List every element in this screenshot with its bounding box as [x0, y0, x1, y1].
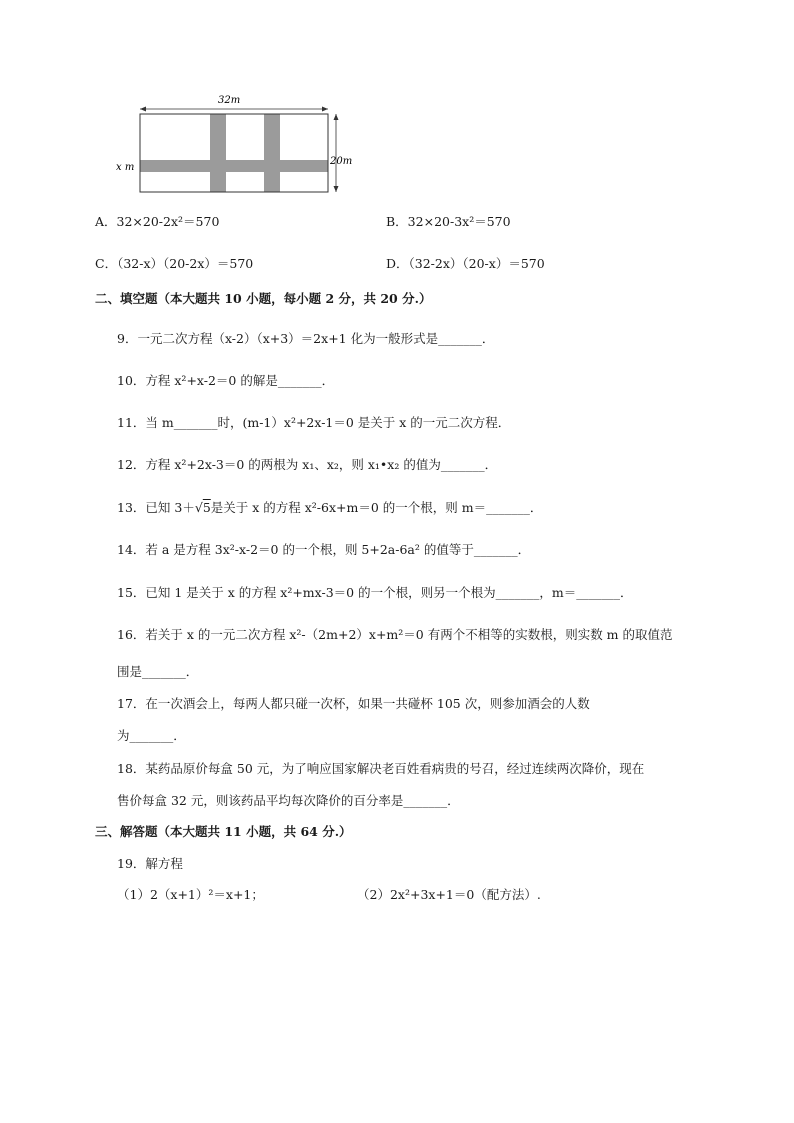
- question-9: 9．一元二次方程（x-2）（x+3）＝2x+1 化为一般形式是_______．: [117, 331, 495, 346]
- sqrt-symbol: √: [194, 500, 203, 515]
- question-19-part2: （2）2x²+3x+1＝0（配方法）.: [357, 887, 541, 902]
- question-10: 10．方程 x²+x-2＝0 的解是_______．: [117, 373, 335, 388]
- section2-heading: 二、填空题（本大题共 10 小题，每小题 2 分，共 20 分.）: [95, 291, 432, 306]
- sqrt-radicand: 5: [202, 500, 211, 515]
- option-a[interactable]: A．32×20-2x²＝570: [95, 214, 220, 229]
- option-b[interactable]: B．32×20-3x²＝570: [386, 214, 511, 229]
- question-11: 11．当 m_______时，(m-1）x²+2x-1＝0 是关于 x 的一元二次方程．: [117, 415, 511, 430]
- question-14: 14．若 a 是方程 3x²-x-2＝0 的一个根，则 5+2a-6a² 的值等于_______．: [117, 542, 531, 557]
- question-18-line1: 18．某药品原价每盒 50 元，为了响应国家解决老百姓看病贵的号召，经过连续两次降价，现在: [117, 761, 645, 776]
- question-13: [117, 499, 542, 517]
- question-15: 15．已知 1 是关于 x 的方程 x²+mx-3＝0 的一个根，则另一个根为_______，m＝_______．: [117, 585, 633, 600]
- question-13-suffix: 是关于 x 的方程 x²-6x+m＝0 的一个根，则 m＝_______．: [210, 500, 543, 515]
- option-c[interactable]: C．（32-x）（20-2x）＝570: [95, 256, 254, 271]
- road-width-label: x m: [116, 162, 135, 173]
- question-13-prefix: 13．已知 3＋: [117, 500, 195, 515]
- rectangle-road-figure: [112, 92, 362, 202]
- question-16-line1: 16．若关于 x 的一元二次方程 x²-（2m+2）x+m²＝0 有两个不相等的实数根，则实数 m 的取值范: [117, 627, 673, 642]
- section3-heading: 三、解答题（本大题共 11 小题，共 64 分.）: [95, 824, 352, 839]
- question-16-line2: 围是_______．: [117, 664, 199, 679]
- question-19-part1: （1）2（x+1）²＝x+1；: [117, 887, 264, 902]
- question-17-line2: 为_______．: [117, 728, 186, 743]
- question-19: 19．解方程: [117, 856, 183, 871]
- height-label: 20m: [330, 156, 353, 167]
- question-12: 12．方程 x²+2x-3＝0 的两根为 x₁、x₂，则 x₁•x₂ 的值为_______．: [117, 457, 498, 472]
- width-label: 32m: [218, 95, 241, 106]
- question-17-line1: 17．在一次酒会上，每两人都只碰一次杯，如果一共碰杯 105 次，则参加酒会的人数: [117, 696, 590, 711]
- option-d[interactable]: D．（32-2x）（20-x）＝570: [386, 256, 545, 271]
- question-18-line2: 售价每盒 32 元，则该药品平均每次降价的百分率是_______．: [117, 793, 460, 808]
